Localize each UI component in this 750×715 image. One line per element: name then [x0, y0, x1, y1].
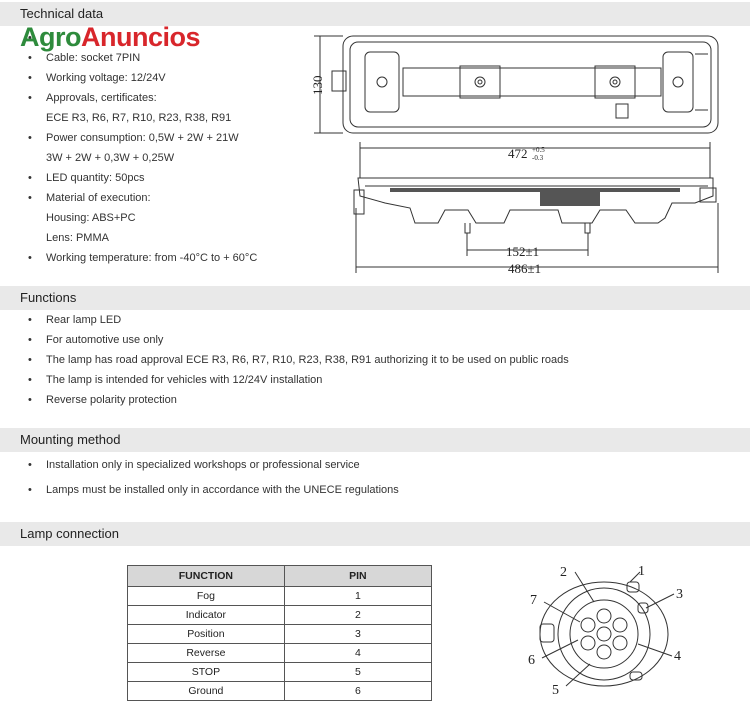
list-item: Housing: ABS+PC	[46, 212, 136, 224]
pin-column-header: PIN	[284, 566, 431, 587]
function-cell: Fog	[128, 587, 285, 606]
table-row	[128, 663, 432, 682]
list-item: • For automotive use only	[20, 330, 569, 350]
technical-data-list	[20, 28, 257, 268]
table-row	[128, 606, 432, 625]
lamp-side-profile	[358, 178, 713, 223]
list-item: • The lamp has road approval ECE R3, R6, R7, R10, R23, R38, R91 authorizing it to be used on public roads	[20, 350, 569, 370]
pin-cell: 3	[284, 625, 431, 644]
function-cell: Reverse	[128, 644, 285, 663]
pin-label-6: 6	[528, 653, 535, 668]
pin-label-5: 5	[552, 683, 559, 698]
svg-text:+0.5: +0.5	[532, 146, 545, 154]
pin-cell: 1	[284, 587, 431, 606]
function-cell: STOP	[128, 663, 285, 682]
svg-text:-0.3: -0.3	[532, 154, 544, 162]
list-item: • Cable: socket 7PIN	[20, 48, 257, 68]
list-item: 3W + 2W + 0,3W + 0,25W	[46, 152, 175, 164]
list-item: • The lamp is intended for vehicles with 12/24V installation	[20, 370, 569, 390]
pin-label-7: 7	[530, 593, 537, 608]
lamp-connector	[332, 71, 346, 91]
list-item: • Material of execution:	[20, 188, 257, 208]
list-item: • Installation only in specialized workshops or professional service	[20, 455, 399, 480]
list-item: ECE R3, R6, R7, R10, R23, R38, R91	[46, 112, 232, 124]
table-row	[128, 625, 432, 644]
pin-label-4: 4	[674, 649, 681, 664]
mounting-heading: Mounting method	[0, 428, 750, 452]
pin-cell: 6	[284, 682, 431, 701]
functions-list	[20, 310, 569, 410]
functions-heading: Functions	[0, 286, 750, 310]
total-dimension-label: 486±1	[508, 261, 542, 276]
inner-dimension-label: 152±1	[506, 244, 540, 259]
pin-label-3: 3	[676, 587, 683, 602]
list-item: • Working temperature: from -40°C to + 60°C	[20, 248, 257, 268]
height-dimension-label: 130	[310, 75, 325, 95]
function-cell: Position	[128, 625, 285, 644]
pin-label-1: 1	[638, 564, 645, 579]
pin-table	[127, 565, 432, 701]
list-item: • Working voltage: 12/24V	[20, 68, 257, 88]
list-item: • Reverse polarity protection	[20, 390, 569, 410]
lamp-connection-heading: Lamp connection	[0, 522, 750, 546]
function-cell: Indicator	[128, 606, 285, 625]
table-row	[128, 644, 432, 663]
pin-cell: 2	[284, 606, 431, 625]
table-row	[128, 587, 432, 606]
list-item: Lens: PMMA	[46, 232, 109, 244]
width-dimension-label: 472	[508, 146, 528, 161]
list-item: • Lamps must be installed only in accordance with the UNECE regulations	[20, 480, 399, 505]
list-item: • LED quantity: 50pcs	[20, 168, 257, 188]
pin-cell: 5	[284, 663, 431, 682]
connector-pin-diagram	[520, 560, 700, 700]
function-cell: Ground	[128, 682, 285, 701]
mounting-list	[20, 455, 399, 505]
lamp-technical-drawing	[300, 28, 730, 280]
list-item: • Rear lamp LED	[20, 310, 569, 330]
function-column-header: FUNCTION	[128, 566, 285, 587]
technical-data-heading: Technical data	[0, 2, 750, 26]
list-item: • Power consumption: 0,5W + 2W + 21W	[20, 128, 257, 148]
table-row	[128, 682, 432, 701]
pin-label-2: 2	[560, 565, 567, 580]
agroanuncios-logo: AgroAnuncios	[20, 22, 201, 52]
pin-cell: 4	[284, 644, 431, 663]
list-item: • Approvals, certificates:	[20, 88, 257, 108]
